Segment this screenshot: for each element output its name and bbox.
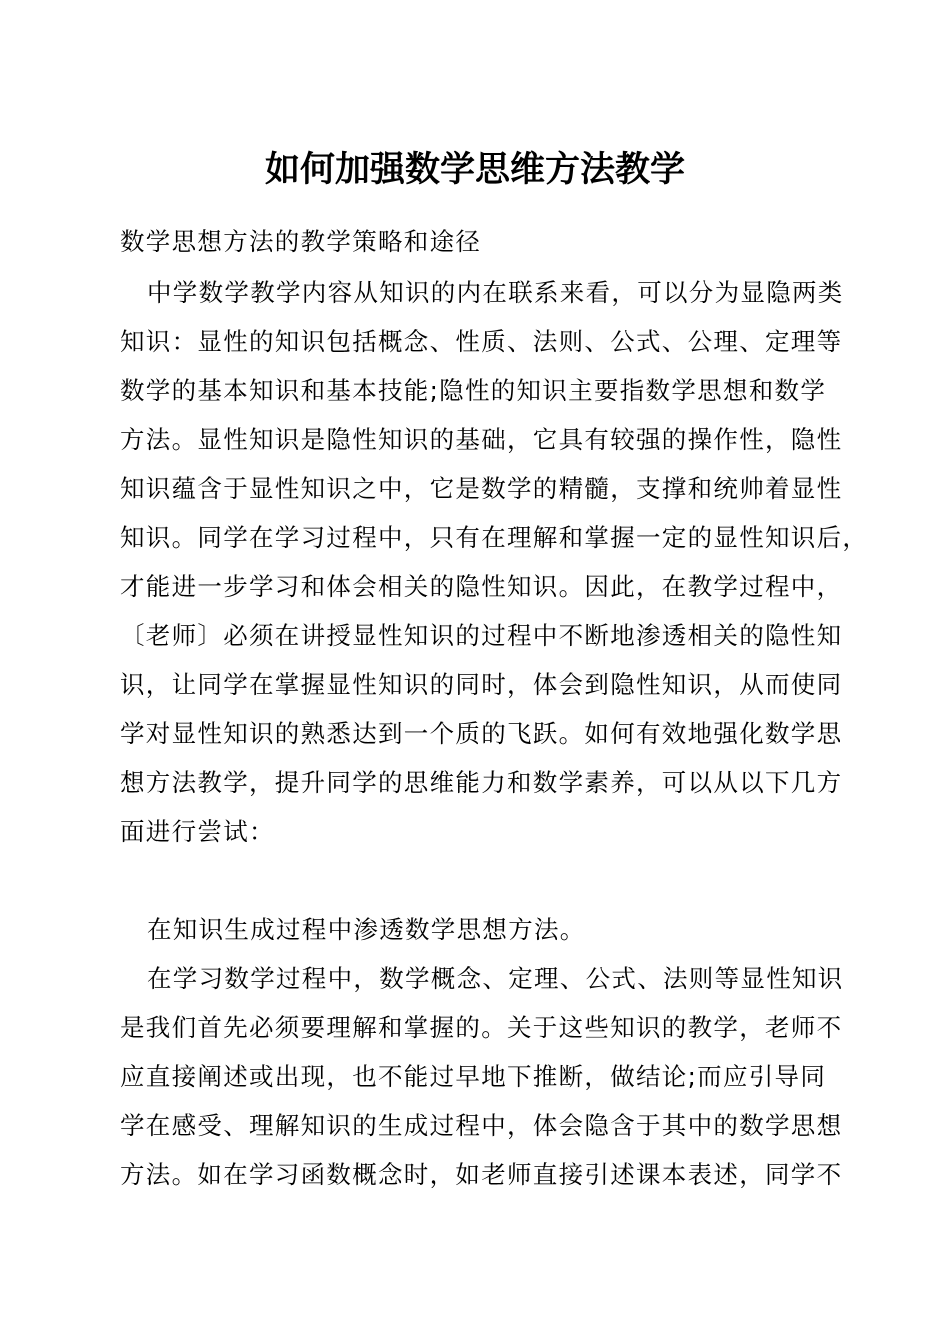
- paragraph-line: 数学的基本知识和基本技能;隐性的知识主要指数学思想和数学: [120, 376, 827, 405]
- paragraph-line: 在学习数学过程中，数学概念、定理、公式、法则等显性知识: [147, 964, 844, 993]
- paragraph-line: 面进行尝试：: [120, 817, 275, 846]
- paragraph-line: 应直接阐述或出现，也不能过早地下推断，做结论;而应引导同: [120, 1062, 827, 1091]
- paragraph-line: 知识。同学在学习过程中，只有在理解和掌握一定的显性知识后，: [120, 523, 869, 552]
- paragraph-line: 才能进一步学习和体会相关的隐性知识。因此，在教学过程中，: [120, 572, 843, 601]
- paragraph-line: 知识蕴含于显性知识之中，它是数学的精髓，支撑和统帅着显性: [120, 474, 843, 503]
- document-title: 如何加强数学思维方法教学: [264, 149, 685, 190]
- paragraph-line: 是我们首先必须要理解和掌握的。关于这些知识的教学，老师不: [120, 1013, 843, 1042]
- paragraph-line: 方法。显性知识是隐性知识的基础，它具有较强的操作性，隐性: [120, 425, 843, 454]
- paragraph-line: 识，让同学在掌握显性知识的同时，体会到隐性知识，从而使同: [120, 670, 843, 699]
- paragraph-line: 学在感受、理解知识的生成过程中，体会隐含于其中的数学思想: [120, 1111, 843, 1140]
- paragraph-line: 学对显性知识的熟悉达到一个质的飞跃。如何有效地强化数学思: [120, 719, 843, 748]
- section-heading: 数学思想方法的教学策略和途径: [120, 227, 482, 256]
- paragraph-line: 中学数学教学内容从知识的内在联系来看，可以分为显隐两类: [147, 278, 844, 307]
- paragraph-line: 〔老师〕必须在讲授显性知识的过程中不断地渗透相关的隐性知: [120, 621, 843, 650]
- paragraph-line: 想方法教学，提升同学的思维能力和数学素养，可以从以下几方: [120, 768, 843, 797]
- subsection-heading: 在知识生成过程中渗透数学思想方法。: [147, 915, 586, 944]
- paragraph-line: 知识：显性的知识包括概念、性质、法则、公式、公理、定理等: [120, 327, 843, 356]
- paragraph-line: 方法。如在学习函数概念时，如老师直接引述课本表述，同学不: [120, 1160, 843, 1189]
